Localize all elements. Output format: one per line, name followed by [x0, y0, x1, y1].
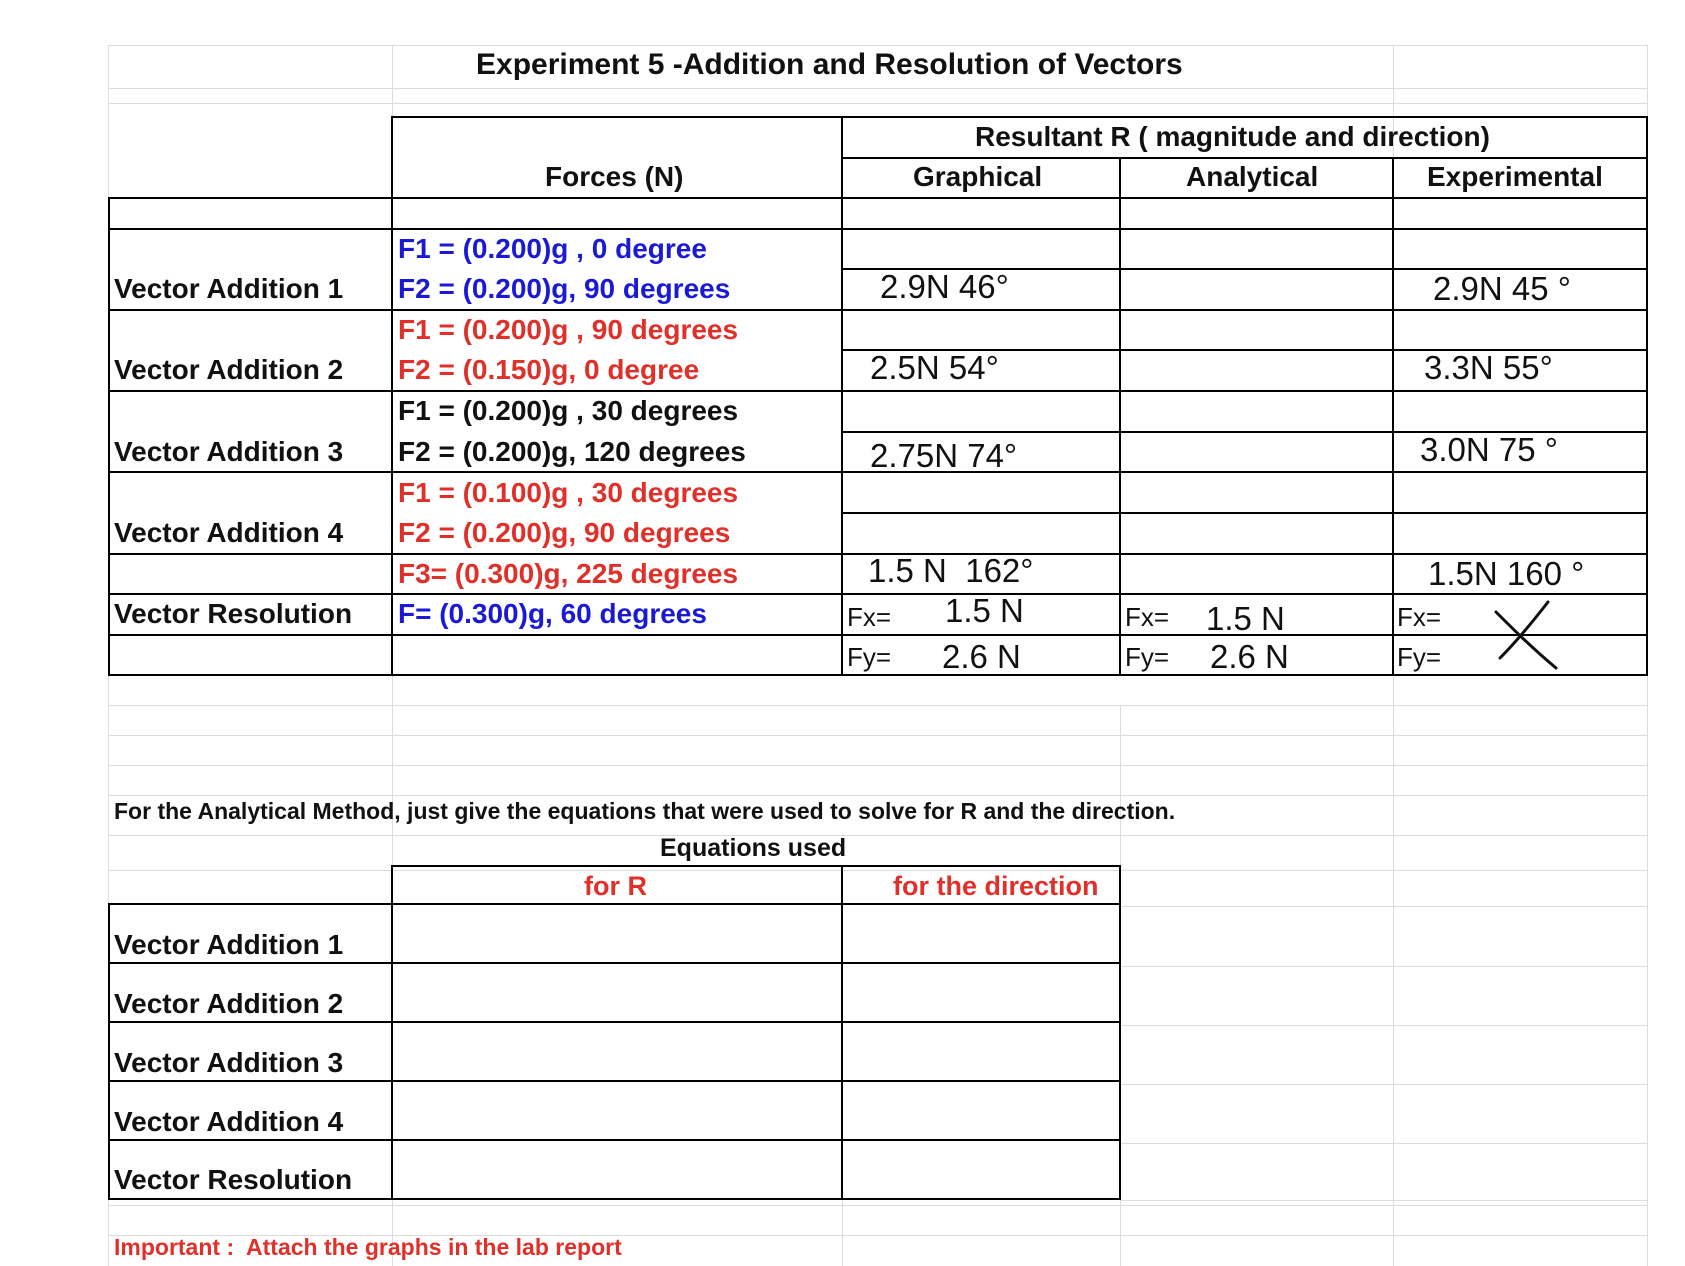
table1-border: [108, 674, 1648, 676]
row-label: Vector Addition 3: [114, 436, 344, 467]
instruction-text: For the Analytical Method, just give the equations that were used to solve for R and the direction.: [114, 798, 1176, 824]
table2-border: [108, 1139, 1121, 1141]
grid-line: [108, 870, 1648, 871]
table2-border: [841, 865, 843, 1200]
row-label: Vector Addition 2: [114, 354, 344, 385]
header-graphical: Graphical: [913, 161, 1043, 192]
header-for-direction: for the direction: [893, 871, 1099, 901]
table2-border: [108, 903, 110, 1200]
force-entry: F2 = (0.200)g, 90 degrees: [398, 517, 731, 548]
table2-border: [108, 1080, 1121, 1082]
table1-border: [108, 390, 1648, 392]
grid-line: [1120, 1200, 1648, 1201]
grid-line: [108, 735, 1648, 736]
table1-border: [108, 197, 110, 676]
table1-border: [108, 634, 1648, 636]
table1-border: [1392, 157, 1394, 676]
grid-line: [108, 103, 1648, 104]
grid-line: [108, 45, 1648, 46]
important-note: Important : Attach the graphs in the lab report: [114, 1234, 622, 1260]
table1-border: [108, 593, 1648, 595]
fy-label: Fy=: [1125, 642, 1170, 672]
header-forces: Forces (N): [545, 161, 684, 192]
page-title: Experiment 5 -Addition and Resolution of Vectors: [476, 48, 1183, 81]
table1-border: [1646, 116, 1648, 676]
grid-line: [108, 795, 1648, 796]
force-entry: F2 = (0.200)g, 90 degrees: [398, 273, 731, 304]
force-entry: F1 = (0.200)g , 90 degrees: [398, 314, 739, 345]
row-label: Vector Resolution: [114, 598, 353, 629]
table2-border: [391, 865, 393, 1200]
header-experimental: Experimental: [1427, 161, 1603, 192]
grid-line: [108, 765, 1648, 766]
graphical-value: 2.75N 74°: [870, 437, 1018, 474]
grid-line: [1120, 1025, 1648, 1026]
graphical-value: 2.5N 54°: [870, 349, 999, 386]
grid-line: [1120, 906, 1648, 907]
fx-label: Fx=: [847, 602, 892, 632]
graphical-fy-value: 2.6 N: [942, 638, 1021, 675]
table1-border: [108, 309, 1648, 311]
table2-border: [1119, 865, 1121, 1200]
table1-border: [108, 228, 1648, 230]
fx-label: Fx=: [1397, 602, 1442, 632]
grid-line: [108, 705, 1648, 706]
table2-border: [391, 865, 1121, 867]
fy-label: Fy=: [1397, 642, 1442, 672]
grid-line: [108, 1205, 1648, 1206]
table1-border: [108, 197, 1648, 199]
grid-line: [1120, 966, 1648, 967]
grid-line: [1120, 1084, 1648, 1085]
graphical-value: 1.5 N 162°: [868, 552, 1034, 589]
grid-line: [1120, 1143, 1648, 1144]
table1-border: [391, 116, 1648, 118]
table1-border: [841, 157, 1648, 159]
header-for-r: for R: [584, 871, 647, 901]
graphical-fx-value: 1.5 N: [945, 592, 1024, 629]
experimental-value: 3.3N 55°: [1424, 349, 1553, 386]
table2-border: [108, 1198, 1121, 1200]
analytical-fx-value: 1.5 N: [1206, 600, 1285, 637]
analytical-fy-value: 2.6 N: [1210, 638, 1289, 675]
header-resultant: Resultant R ( magnitude and direction): [975, 121, 1490, 152]
grid-line: [108, 835, 1648, 836]
table2-border: [108, 903, 1121, 905]
experimental-value: 3.0N 75 °: [1420, 431, 1558, 468]
force-entry: F2 = (0.200)g, 120 degrees: [398, 436, 746, 467]
force-entry: F3= (0.300)g, 225 degrees: [398, 558, 739, 589]
table1-border: [391, 116, 393, 676]
header-equations-used: Equations used: [660, 834, 847, 862]
row-label: Vector Resolution: [114, 1164, 353, 1195]
row-label: Vector Addition 1: [114, 273, 344, 304]
table1-border: [1119, 157, 1121, 676]
fx-label: Fx=: [1125, 602, 1170, 632]
row-label: Vector Addition 1: [114, 929, 344, 960]
grid-line: [842, 1200, 843, 1266]
row-label: Vector Addition 2: [114, 988, 344, 1019]
row-label: Vector Addition 3: [114, 1047, 344, 1078]
force-entry: F1 = (0.100)g , 30 degrees: [398, 477, 739, 508]
fy-label: Fy=: [847, 642, 892, 672]
row-label: Vector Addition 4: [114, 517, 344, 548]
force-entry: F1 = (0.200)g , 30 degrees: [398, 395, 739, 426]
grid-line: [108, 88, 1648, 89]
graphical-value: 2.9N 46°: [880, 268, 1009, 305]
table2-border: [108, 962, 1121, 964]
cross-mark-icon: [1490, 598, 1562, 672]
table2-border: [108, 1021, 1121, 1023]
experimental-value: 2.9N 45 °: [1433, 270, 1571, 307]
table1-border: [841, 512, 1648, 514]
header-analytical: Analytical: [1186, 161, 1319, 192]
table1-border: [841, 116, 843, 676]
row-label: Vector Addition 4: [114, 1106, 344, 1137]
force-entry: F1 = (0.200)g , 0 degree: [398, 233, 707, 264]
force-entry: F2 = (0.150)g, 0 degree: [398, 354, 700, 385]
experimental-value: 1.5N 160 °: [1428, 555, 1585, 592]
force-entry: F= (0.300)g, 60 degrees: [398, 598, 707, 629]
